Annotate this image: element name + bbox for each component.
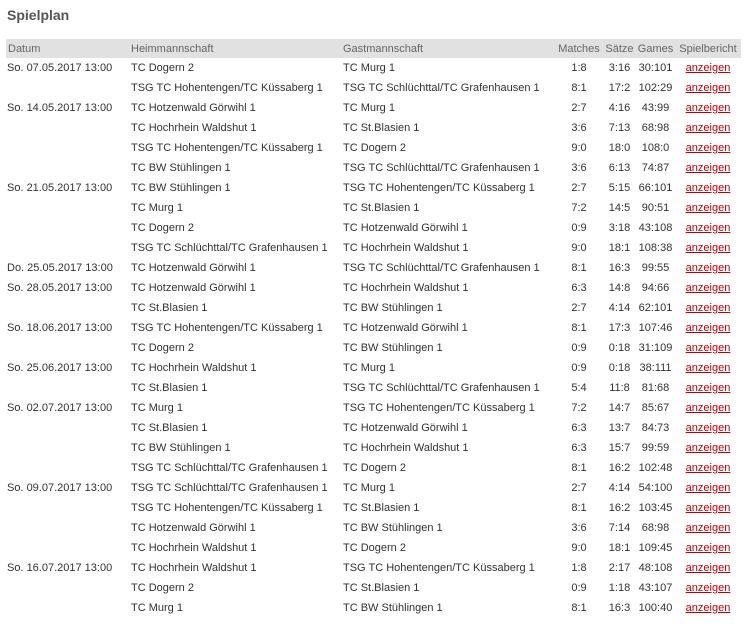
- header-home-team: Heimmannschaft: [131, 42, 214, 55]
- cell-date: [6, 578, 129, 598]
- cell-report: [675, 498, 741, 518]
- cell-report: [675, 238, 741, 258]
- cell-home-team: TC St.Blasien 1: [131, 382, 208, 394]
- cell-guest-team: TC Murg 1: [343, 102, 395, 114]
- cell-games: 102:48: [638, 462, 673, 474]
- report-link[interactable]: anzeigen: [685, 542, 731, 554]
- header-saetze: Sätze: [605, 42, 634, 55]
- report-link[interactable]: anzeigen: [685, 382, 731, 394]
- cell-home-team: TC Hochrhein Waldshut 1: [131, 562, 257, 574]
- cell-report: [675, 138, 741, 158]
- cell-report: [675, 318, 741, 338]
- cell-saetze: 18:1: [608, 242, 631, 254]
- cell-home-team: TC BW Stühlingen 1: [131, 442, 231, 454]
- cell-saetze: 7:14: [608, 522, 631, 534]
- report-link[interactable]: anzeigen: [685, 242, 731, 254]
- cell-guest-team: TC Hotzenwald Görwihl 1: [343, 322, 468, 334]
- report-link[interactable]: anzeigen: [685, 502, 731, 514]
- cell-guest-team: TSG TC Hohentengen/TC Küssaberg 1: [343, 182, 535, 194]
- cell-report: [675, 58, 741, 78]
- header-report: Spielbericht: [679, 42, 737, 55]
- table-header-row: [6, 39, 741, 58]
- table-row: [6, 98, 741, 118]
- cell-games: 103:45: [638, 502, 673, 514]
- schedule-table: [6, 39, 741, 618]
- cell-guest-team: TC St.Blasien 1: [343, 202, 420, 214]
- cell-matches: 6:3: [571, 422, 587, 434]
- page-title: Spielplan: [7, 7, 70, 23]
- cell-date: [6, 338, 129, 358]
- cell-report: [675, 398, 741, 418]
- cell-matches: 8:1: [571, 322, 587, 334]
- table-row: [6, 478, 741, 498]
- cell-matches: 8:1: [571, 502, 587, 514]
- cell-home-team: TC Hotzenwald Görwihl 1: [131, 522, 256, 534]
- cell-date: [6, 438, 129, 458]
- table-row: [6, 498, 741, 518]
- cell-home-team: TC Murg 1: [131, 402, 183, 414]
- cell-home-team: TC Hotzenwald Görwihl 1: [131, 282, 256, 294]
- cell-date: [6, 458, 129, 478]
- cell-report: [675, 198, 741, 218]
- cell-saetze: 7:13: [608, 122, 631, 134]
- cell-games: 100:40: [638, 602, 673, 614]
- cell-date: [6, 518, 129, 538]
- table-row: [6, 218, 741, 238]
- cell-report: [675, 358, 741, 378]
- cell-matches: 8:1: [571, 462, 587, 474]
- cell-home-team: TC Dogern 2: [131, 342, 194, 354]
- report-link[interactable]: anzeigen: [685, 562, 731, 574]
- cell-saetze: 5:15: [608, 182, 631, 194]
- header-games: Games: [637, 42, 674, 55]
- cell-games: 99:55: [641, 262, 670, 274]
- cell-home-team: TC Dogern 2: [131, 62, 194, 74]
- report-link[interactable]: anzeigen: [685, 442, 731, 454]
- cell-report: [675, 418, 741, 438]
- cell-date: So. 18.06.2017 13:00: [7, 322, 113, 334]
- report-link[interactable]: anzeigen: [685, 582, 731, 594]
- cell-matches: 1:8: [571, 62, 587, 74]
- cell-date: [6, 158, 129, 178]
- cell-games: 43:107: [638, 582, 673, 594]
- cell-saetze: 6:13: [608, 162, 631, 174]
- cell-games: 90:51: [641, 202, 670, 214]
- cell-matches: 0:9: [571, 342, 587, 354]
- header-guest-team: Gastmannschaft: [343, 42, 424, 55]
- cell-date: [6, 138, 129, 158]
- cell-saetze: 4:14: [608, 482, 631, 494]
- cell-games: 68:98: [641, 522, 670, 534]
- cell-saetze: 16:2: [608, 462, 631, 474]
- cell-home-team: TC Hochrhein Waldshut 1: [131, 122, 257, 134]
- cell-report: [675, 338, 741, 358]
- table-row: [6, 378, 741, 398]
- cell-report: [675, 98, 741, 118]
- cell-date: [6, 378, 129, 398]
- report-link[interactable]: anzeigen: [685, 462, 731, 474]
- cell-guest-team: TC Murg 1: [343, 482, 395, 494]
- cell-date: So. 14.05.2017 13:00: [7, 102, 113, 114]
- cell-games: 85:67: [641, 402, 670, 414]
- report-link[interactable]: anzeigen: [685, 222, 731, 234]
- cell-report: [675, 558, 741, 578]
- cell-guest-team: TC Hotzenwald Görwihl 1: [343, 222, 468, 234]
- report-link[interactable]: anzeigen: [685, 322, 731, 334]
- cell-home-team: TC BW Stühlingen 1: [131, 162, 231, 174]
- cell-saetze: 14:8: [608, 282, 631, 294]
- cell-matches: 2:7: [571, 482, 587, 494]
- report-link[interactable]: anzeigen: [685, 602, 731, 614]
- cell-guest-team: TC BW Stühlingen 1: [343, 302, 443, 314]
- cell-home-team: TC BW Stühlingen 1: [131, 182, 231, 194]
- cell-guest-team: TC BW Stühlingen 1: [343, 342, 443, 354]
- cell-guest-team: TC Dogern 2: [343, 542, 406, 554]
- table-row: [6, 558, 741, 578]
- cell-saetze: 4:14: [608, 302, 631, 314]
- cell-matches: 1:8: [571, 562, 587, 574]
- cell-report: [675, 158, 741, 178]
- cell-saetze: 15:7: [608, 442, 631, 454]
- cell-guest-team: TC BW Stühlingen 1: [343, 522, 443, 534]
- cell-matches: 2:7: [571, 302, 587, 314]
- cell-matches: 3:6: [571, 122, 587, 134]
- cell-guest-team: TC St.Blasien 1: [343, 122, 420, 134]
- cell-date: [6, 418, 129, 438]
- cell-games: 109:45: [638, 542, 673, 554]
- table-row: [6, 398, 741, 418]
- cell-home-team: TC Dogern 2: [131, 582, 194, 594]
- cell-games: 66:101: [638, 182, 673, 194]
- cell-report: [675, 78, 741, 98]
- cell-home-team: TSG TC Hohentengen/TC Küssaberg 1: [131, 502, 323, 514]
- cell-saetze: 16:2: [608, 502, 631, 514]
- cell-guest-team: TC Murg 1: [343, 362, 395, 374]
- cell-games: 108:38: [638, 242, 673, 254]
- cell-home-team: TSG TC Schlüchttal/TC Grafenhausen 1: [131, 242, 328, 254]
- cell-games: 31:109: [638, 342, 673, 354]
- cell-report: [675, 438, 741, 458]
- cell-matches: 3:6: [571, 162, 587, 174]
- report-link[interactable]: anzeigen: [685, 82, 731, 94]
- table-row: [6, 358, 741, 378]
- cell-guest-team: TSG TC Schlüchttal/TC Grafenhausen 1: [343, 82, 540, 94]
- cell-games: 43:108: [638, 222, 673, 234]
- cell-date: [6, 218, 129, 238]
- cell-games: 38:111: [639, 362, 672, 374]
- cell-games: 74:87: [641, 162, 670, 174]
- cell-matches: 2:7: [571, 182, 587, 194]
- cell-matches: 3:6: [571, 522, 587, 534]
- cell-date: So. 02.07.2017 13:00: [7, 402, 113, 414]
- cell-date: [6, 198, 129, 218]
- cell-saetze: 17:3: [608, 322, 631, 334]
- cell-saetze: 16:3: [608, 602, 631, 614]
- table-row: [6, 438, 741, 458]
- cell-games: 102:29: [638, 82, 673, 94]
- table-row: [6, 238, 741, 258]
- table-row: [6, 538, 741, 558]
- report-link[interactable]: anzeigen: [685, 182, 731, 194]
- table-row: [6, 78, 741, 98]
- table-row: [6, 518, 741, 538]
- cell-home-team: TSG TC Schlüchttal/TC Grafenhausen 1: [131, 462, 328, 474]
- cell-saetze: 16:3: [608, 262, 631, 274]
- cell-home-team: TC St.Blasien 1: [131, 302, 208, 314]
- cell-saetze: 1:18: [608, 582, 631, 594]
- cell-report: [675, 378, 741, 398]
- report-link[interactable]: anzeigen: [685, 262, 731, 274]
- report-link[interactable]: anzeigen: [685, 342, 731, 354]
- cell-games: 108:0: [641, 142, 670, 154]
- cell-saetze: 18:0: [608, 142, 631, 154]
- cell-matches: 7:2: [571, 202, 587, 214]
- table-row: [6, 258, 741, 278]
- cell-date: So. 25.06.2017 13:00: [7, 362, 113, 374]
- report-link[interactable]: anzeigen: [685, 522, 731, 534]
- cell-report: [675, 478, 741, 498]
- report-link[interactable]: anzeigen: [685, 142, 731, 154]
- cell-date: So. 16.07.2017 13:00: [7, 562, 113, 574]
- cell-guest-team: TC Hochrhein Waldshut 1: [343, 242, 469, 254]
- cell-matches: 0:9: [571, 362, 587, 374]
- cell-guest-team: TC Hochrhein Waldshut 1: [343, 442, 469, 454]
- cell-guest-team: TSG TC Schlüchttal/TC Grafenhausen 1: [343, 262, 540, 274]
- cell-guest-team: TC Dogern 2: [343, 142, 406, 154]
- cell-matches: 8:1: [571, 262, 587, 274]
- cell-saetze: 3:16: [608, 62, 631, 74]
- cell-games: 68:98: [641, 122, 670, 134]
- cell-report: [675, 278, 741, 298]
- table-row: [6, 58, 741, 78]
- table-row: [6, 458, 741, 478]
- cell-date: So. 21.05.2017 13:00: [7, 182, 113, 194]
- cell-home-team: TC Murg 1: [131, 202, 183, 214]
- header-date: Datum: [8, 42, 41, 55]
- table-row: [6, 138, 741, 158]
- cell-guest-team: TC Hochrhein Waldshut 1: [343, 282, 469, 294]
- cell-saetze: 2:17: [608, 562, 631, 574]
- cell-saetze: 0:18: [608, 342, 631, 354]
- cell-matches: 9:0: [571, 142, 587, 154]
- cell-home-team: TC Hochrhein Waldshut 1: [131, 542, 257, 554]
- cell-report: [675, 298, 741, 318]
- cell-report: [675, 218, 741, 238]
- report-link[interactable]: anzeigen: [685, 202, 731, 214]
- cell-matches: 0:9: [571, 582, 587, 594]
- cell-matches: 6:3: [571, 282, 587, 294]
- cell-matches: 0:9: [571, 222, 587, 234]
- report-link[interactable]: anzeigen: [685, 162, 731, 174]
- cell-date: [6, 78, 129, 98]
- cell-games: 84:73: [641, 422, 670, 434]
- report-link[interactable]: anzeigen: [685, 482, 731, 494]
- report-link[interactable]: anzeigen: [685, 402, 731, 414]
- cell-report: [675, 538, 741, 558]
- cell-home-team: TSG TC Hohentengen/TC Küssaberg 1: [131, 82, 323, 94]
- cell-games: 94:66: [641, 282, 670, 294]
- table-row: [6, 578, 741, 598]
- cell-saetze: 0:18: [608, 362, 631, 374]
- cell-date: So. 28.05.2017 13:00: [7, 282, 113, 294]
- cell-report: [675, 598, 741, 618]
- cell-guest-team: TSG TC Hohentengen/TC Küssaberg 1: [343, 402, 535, 414]
- cell-games: 99:59: [641, 442, 670, 454]
- cell-saetze: 17:2: [608, 82, 631, 94]
- report-link[interactable]: anzeigen: [685, 62, 731, 74]
- table-row: [6, 598, 741, 618]
- cell-date: [6, 498, 129, 518]
- cell-home-team: TC Murg 1: [131, 602, 183, 614]
- cell-report: [675, 118, 741, 138]
- cell-guest-team: TC St.Blasien 1: [343, 582, 420, 594]
- cell-date: [6, 118, 129, 138]
- table-row: [6, 158, 741, 178]
- cell-date: [6, 598, 129, 618]
- cell-games: 54:100: [638, 482, 673, 494]
- cell-saetze: 18:1: [608, 542, 631, 554]
- cell-matches: 7:2: [571, 402, 587, 414]
- cell-matches: 2:7: [571, 102, 587, 114]
- cell-guest-team: TC Murg 1: [343, 62, 395, 74]
- cell-report: [675, 258, 741, 278]
- table-row: [6, 298, 741, 318]
- cell-guest-team: TSG TC Schlüchttal/TC Grafenhausen 1: [343, 162, 540, 174]
- table-row: [6, 278, 741, 298]
- cell-report: [675, 578, 741, 598]
- cell-home-team: TC Dogern 2: [131, 222, 194, 234]
- report-link[interactable]: anzeigen: [685, 362, 731, 374]
- cell-matches: 8:1: [571, 602, 587, 614]
- table-row: [6, 418, 741, 438]
- cell-saetze: 3:18: [608, 222, 631, 234]
- cell-matches: 5:4: [571, 382, 587, 394]
- cell-saetze: 13:7: [608, 422, 631, 434]
- cell-saetze: 4:16: [608, 102, 631, 114]
- report-link[interactable]: anzeigen: [685, 122, 731, 134]
- table-row: [6, 318, 741, 338]
- cell-home-team: TC Hochrhein Waldshut 1: [131, 362, 257, 374]
- cell-saetze: 14:7: [608, 402, 631, 414]
- cell-home-team: TSG TC Hohentengen/TC Küssaberg 1: [131, 322, 323, 334]
- cell-report: [675, 518, 741, 538]
- cell-matches: 9:0: [571, 242, 587, 254]
- table-row: [6, 118, 741, 138]
- cell-date: [6, 298, 129, 318]
- cell-games: 62:101: [638, 302, 673, 314]
- cell-matches: 6:3: [571, 442, 587, 454]
- cell-guest-team: TC Dogern 2: [343, 462, 406, 474]
- cell-date: [6, 538, 129, 558]
- cell-guest-team: TSG TC Schlüchttal/TC Grafenhausen 1: [343, 382, 540, 394]
- cell-games: 30:101: [638, 62, 673, 74]
- cell-home-team: TC Hotzenwald Görwihl 1: [131, 262, 256, 274]
- table-row: [6, 198, 741, 218]
- cell-guest-team: TC BW Stühlingen 1: [343, 602, 443, 614]
- cell-home-team: TSG TC Hohentengen/TC Küssaberg 1: [131, 142, 323, 154]
- cell-home-team: TC St.Blasien 1: [131, 422, 208, 434]
- table-row: [6, 338, 741, 358]
- cell-report: [675, 178, 741, 198]
- cell-home-team: TC Hotzenwald Görwihl 1: [131, 102, 256, 114]
- cell-guest-team: TC St.Blasien 1: [343, 502, 420, 514]
- report-link[interactable]: anzeigen: [685, 102, 731, 114]
- cell-date: So. 09.07.2017 13:00: [7, 482, 113, 494]
- header-matches: Matches: [558, 42, 600, 55]
- cell-games: 48:108: [638, 562, 673, 574]
- cell-games: 43:99: [641, 102, 670, 114]
- report-link[interactable]: anzeigen: [685, 302, 731, 314]
- cell-matches: 8:1: [571, 82, 587, 94]
- report-link[interactable]: anzeigen: [685, 282, 731, 294]
- cell-home-team: TSG TC Schlüchttal/TC Grafenhausen 1: [131, 482, 328, 494]
- cell-saetze: 11:8: [609, 382, 630, 394]
- cell-guest-team: TSG TC Hohentengen/TC Küssaberg 1: [343, 562, 535, 574]
- cell-saetze: 14:5: [608, 202, 631, 214]
- cell-date: [6, 238, 129, 258]
- cell-report: [675, 458, 741, 478]
- cell-matches: 9:0: [571, 542, 587, 554]
- table-row: [6, 178, 741, 198]
- report-link[interactable]: anzeigen: [685, 422, 731, 434]
- cell-date: Do. 25.05.2017 13:00: [7, 262, 113, 274]
- cell-guest-team: TC Hotzenwald Görwihl 1: [343, 422, 468, 434]
- cell-date: So. 07.05.2017 13:00: [7, 62, 113, 74]
- cell-games: 107:46: [638, 322, 673, 334]
- cell-games: 81:68: [641, 382, 670, 394]
